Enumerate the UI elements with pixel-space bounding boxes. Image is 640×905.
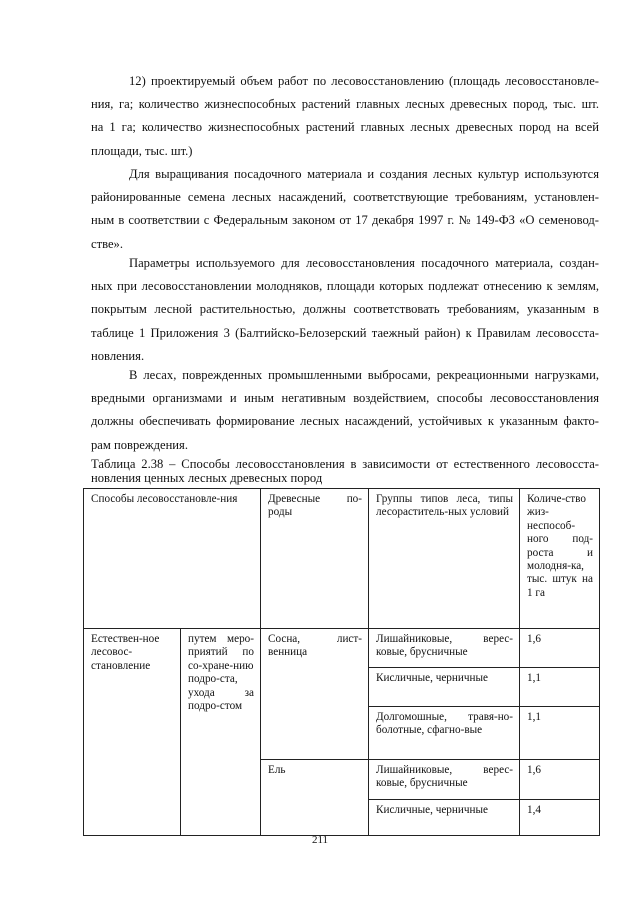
text-line: стве». — [91, 236, 124, 251]
table-caption — [91, 457, 599, 485]
text-line: районированные семена лесных насаждений, соответствующие требованиям, установлен- — [91, 190, 599, 205]
species-cell: Ель — [261, 760, 369, 836]
page-number: 211 — [311, 834, 329, 846]
forest-type-cell: Лишайниковые, верес-ковые, брусничные — [369, 629, 520, 668]
reforestation-methods-table — [83, 488, 600, 836]
text-line: покрытым лесной растительностью, должны соответствовать требованиям, указанным в — [91, 302, 599, 317]
text-line: таблице 1 Приложения 3 (Балтийско-Белозерский таежный район) к Правилам лесовосста- — [91, 325, 599, 340]
text-line: площади, тыс. шт.) — [91, 143, 193, 158]
forest-type-cell: Кисличные, черничные — [369, 668, 520, 707]
forest-type-cell: Кисличные, черничные — [369, 800, 520, 836]
paragraph-3 — [91, 252, 599, 368]
method-name-cell: Естествен-ное лесовос-становление — [84, 629, 181, 836]
table-header-row — [84, 489, 600, 629]
caption-line: Таблица 2.38 – Способы лесовосстановления в зависимости от естественного лесовосста- — [91, 457, 599, 471]
text-line: 12) проектируемый объем работ по лесовосстановлению (площадь лесовосстановле- — [129, 74, 599, 88]
header-cell-species: Древесные по-роды — [261, 489, 369, 629]
value-cell: 1,1 — [520, 707, 600, 760]
text-line: новления. — [91, 348, 145, 363]
value-cell: 1,6 — [520, 629, 600, 668]
species-cell: Сосна, лист-венница — [261, 629, 369, 760]
header-cell-forest-types: Группы типов леса, типы лесораститель-ных условий — [369, 489, 520, 629]
paragraph-4 — [91, 364, 599, 457]
paragraph-1 — [91, 70, 599, 163]
text-line: В лесах, поврежденных промышленными выбросами, рекреационными нагрузками, — [129, 368, 599, 382]
text-line: должны обеспечивать формирование лесных насаждений, устойчивых к указанным факто- — [91, 414, 599, 429]
value-cell: 1,1 — [520, 668, 600, 707]
table-row — [84, 629, 600, 668]
header-cell-method: Способы лесовосстановле-ния — [84, 489, 261, 629]
paragraph-2 — [91, 163, 599, 256]
text-line: рам повреждения. — [91, 437, 188, 452]
text-line: ным в соответствии с Федеральным законом от 17 декабря 1997 г. № 149-ФЗ «О семеновод- — [91, 213, 599, 228]
text-line: Для выращивания посадочного материала и создания лесных культур используются — [129, 167, 599, 181]
text-line: вредными организмами и иным негативным воздействием, способы лесовосстановления — [91, 391, 599, 406]
text-line: на 1 га; количество жизнеспособных растений главных лесных древесных пород на всей — [91, 120, 599, 135]
forest-type-cell: Долгомошные, травя-но-болотные, сфагно-вые — [369, 707, 520, 760]
value-cell: 1,4 — [520, 800, 600, 836]
forest-type-cell: Лишайниковые, верес-ковые, брусничные — [369, 760, 520, 800]
text-line: ния, га; количество жизнеспособных растений главных лесных древесных пород, тыс. шт. — [91, 97, 599, 112]
caption-line: новления ценных лесных древесных пород — [91, 471, 323, 485]
text-line: ных при лесовосстановлении молодняков, площади которых подлежат отнесению к землям, — [91, 279, 599, 294]
header-cell-count: Количе-ство жиз-неспособ-ного под-роста и молодня-ка, тыс. штук на 1 га — [520, 489, 600, 629]
text-line: Параметры используемого для лесовосстановления посадочного материала, создан- — [129, 256, 599, 270]
value-cell: 1,6 — [520, 760, 600, 800]
method-means-cell: путем меро-приятий по со-хране-нию подро-ста, ухода за подро-стом — [181, 629, 261, 836]
